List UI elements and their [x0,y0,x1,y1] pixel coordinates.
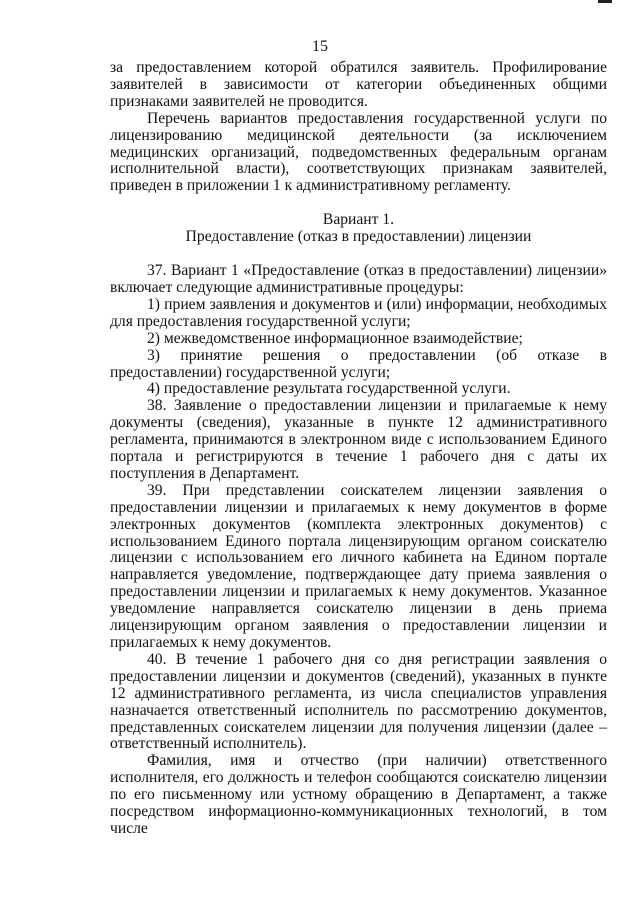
paragraph-39: 39. При представлении соискателем лицензии заявления о предоставлении лицензии и прилагаемых к нему документов в форме электронных документов (комплекта электронных документов) с использованием Единого портала лицензирующим органом соискателю лицензии с использованием его личного кабинета на Едином портале направляется уведомление, подтверждающее дату приема заявления о предоставлении лицензии и прилагаемых к нему документов. Указанное уведомление направляется соискателю лицензии в день приема лицензирующим органом заявления о предоставлении лицензии и прилагаемых к нему документов. [110,481,607,651]
paragraph-38: 38. Заявление о предоставлении лицензии и прилагаемые к нему документы (сведения), указанные в пункте 12 административного регламента, принимаются в электронном виде с использованием Единого портала и регистрируются в течение 1 рабочего дня с даты их поступления в Департамент. [110,397,607,482]
procedure-item-3: 3) принятие решения о предоставлении (об отказе в предоставлении) государственной услуги; [110,346,607,381]
paragraph-continuation: за предоставлением которой обратился заявитель. Профилирование заявителей в зависимости от категории объединенных общими признаками заявителей не проводится. [110,59,607,110]
paragraph-40: 40. В течение 1 рабочего дня со дня регистрации заявления о предоставлении лицензии и документов (сведений), указанных в пункте 12 административного регламента, из числа специалистов управления назначается ответственный исполнитель по рассмотрению документов, представленных соискателем лицензии для получения лицензии (далее – ответственный исполнитель). [110,650,607,753]
section-subtitle: Предоставление (отказ в предоставлении) лицензии [185,228,532,246]
section-title: Вариант 1. [322,211,395,229]
spacer [110,246,607,263]
scan-corner-mark [598,0,612,3]
procedure-item-2: 2) межведомственное информационное взаимодействие; [147,329,523,347]
document-body [110,60,607,838]
page-number: 15 [312,38,328,55]
paragraph-37: 37. Вариант 1 «Предоставление (отказ в предоставлении) лицензии» включает следующие административные процедуры: [110,262,607,296]
paragraph-variants-list: Перечень вариантов предоставления государственной услуги по лицензированию медицинской деятельности (за исключением медицинских организаций, подведомственных федеральным органам исполнительной власти), соответствующих признакам заявителей, приведен в приложении 1 к административному регламенту. [110,109,607,195]
paragraph-executor-contacts: Фамилия, имя и отчество (при наличии) ответственного исполнителя, его должность и телефон сообщаются соискателю лицензии по его письменному или устному обращению в Департамент, а также посредством информационно-коммуникационных технологий, в том числе [110,752,607,837]
procedure-item-1: 1) прием заявления и документов и (или) информации, необходимых для предоставления государственной услуги; [110,295,607,330]
procedure-item-4: 4) предоставление результата государственной услуги. [147,380,511,398]
spacer [110,195,607,212]
